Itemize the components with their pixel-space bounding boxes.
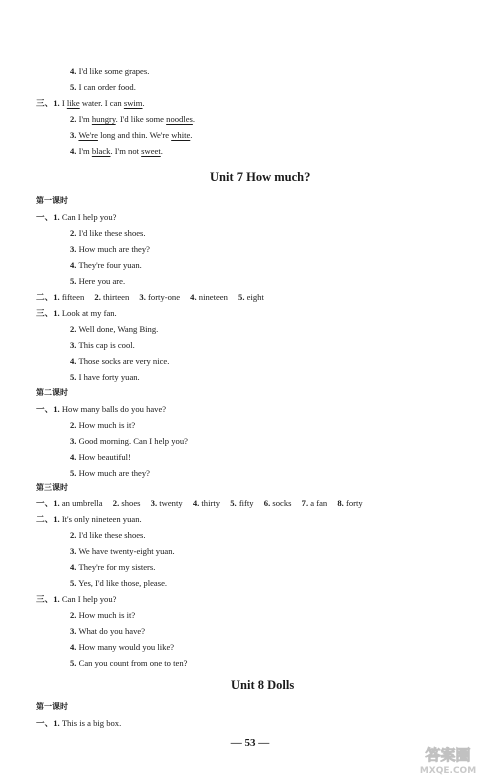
u7l1-s1-item-5: 5. Here you are. bbox=[70, 276, 126, 286]
lesson-3-heading: 第三课时 bbox=[36, 483, 68, 492]
u7l1-s1-item-1: 一、1. Can I help you? bbox=[36, 212, 117, 222]
top-section-3-item-1: 三、1. I like water. I can swim. bbox=[36, 98, 145, 108]
u7l2-s1-item-3: 3. Good morning. Can I help you? bbox=[70, 436, 188, 446]
top-section-3-item-3: 3. We're long and thin. We're white. bbox=[70, 130, 193, 140]
u7l2-s1-item-4: 4. How beautiful! bbox=[70, 452, 131, 462]
top-answer-4: 4. I'd like some grapes. bbox=[70, 66, 150, 76]
u7l1-s3-item-3: 3. This cap is cool. bbox=[70, 340, 135, 350]
u7l1-s1-item-3: 3. How much are they? bbox=[70, 244, 150, 254]
site-watermark-logo bbox=[404, 742, 492, 776]
watermark-graphic bbox=[404, 742, 492, 776]
u7l1-s3-item-4: 4. Those socks are very nice. bbox=[70, 356, 170, 366]
u7l3-s2-item-5: 5. Yes, I'd like those, please. bbox=[70, 578, 168, 588]
u7l3-s2-item-1: 二、1. It's only nineteen yuan. bbox=[36, 514, 142, 524]
u7l3-s3-item-3: 3. What do you have? bbox=[70, 626, 146, 636]
u7l3-s3-item-1: 三、1. Can I help you? bbox=[36, 594, 117, 604]
u7l1-s3-item-5: 5. I have forty yuan. bbox=[70, 372, 140, 382]
u7l2-s1-item-5: 5. How much are they? bbox=[70, 468, 150, 478]
u7l1-s1-item-2: 2. I'd like these shoes. bbox=[70, 228, 146, 238]
u7l3-s3-item-2: 2. How much is it? bbox=[70, 610, 136, 620]
u7l3-s2-item-4: 4. They're for my sisters. bbox=[70, 562, 156, 572]
u7l3-s3-item-5: 5. Can you count from one to ten? bbox=[70, 658, 188, 668]
u7l3-s2-item-2: 2. I'd like these shoes. bbox=[70, 530, 146, 540]
u7l1-s3-item-1: 三、1. Look at my fan. bbox=[36, 308, 117, 318]
u7l1-s3-item-2: 2. Well done, Wang Bing. bbox=[70, 324, 159, 334]
u8l1-s1-item-1: 一、1. This is a big box. bbox=[36, 718, 122, 728]
top-section-3-item-4: 4. I'm black. I'm not sweet. bbox=[70, 146, 163, 156]
page-number: — 53 — bbox=[230, 737, 270, 749]
u7l2-s1-item-2: 2. How much is it? bbox=[70, 420, 136, 430]
lesson-2-heading: 第二课时 bbox=[36, 388, 68, 397]
unit-8-title: Unit 8 Dolls bbox=[231, 678, 295, 692]
u7l1-s2-row: 二、1. fifteen 2. thirteen 3. forty-one 4. nineteen 5. eight bbox=[36, 292, 264, 302]
u7l1-s1-item-4: 4. They're four yuan. bbox=[70, 260, 142, 270]
u8-lesson-1-heading: 第一课时 bbox=[36, 702, 68, 711]
unit-7-title: Unit 7 How much? bbox=[210, 170, 311, 184]
lesson-1-heading: 第一课时 bbox=[36, 196, 68, 205]
top-answer-5: 5. I can order food. bbox=[70, 82, 136, 92]
u7l3-s2-item-3: 3. We have twenty-eight yuan. bbox=[70, 546, 175, 556]
u7l3-s3-item-4: 4. How many would you like? bbox=[70, 642, 175, 652]
watermark-main-text: 答案圈 bbox=[425, 746, 471, 764]
top-section-3-item-2: 2. I'm hungry. I'd like some noodles. bbox=[70, 114, 196, 124]
u7l2-s1-item-1: 一、1. How many balls do you have? bbox=[36, 404, 167, 414]
watermark-sub-text: MXQE.COM bbox=[419, 766, 477, 776]
u7l3-s1-row: 一、1. an umbrella 2. shoes 3. twenty 4. thirty 5. fifty 6. socks 7. a fan 8. forty bbox=[36, 498, 363, 508]
